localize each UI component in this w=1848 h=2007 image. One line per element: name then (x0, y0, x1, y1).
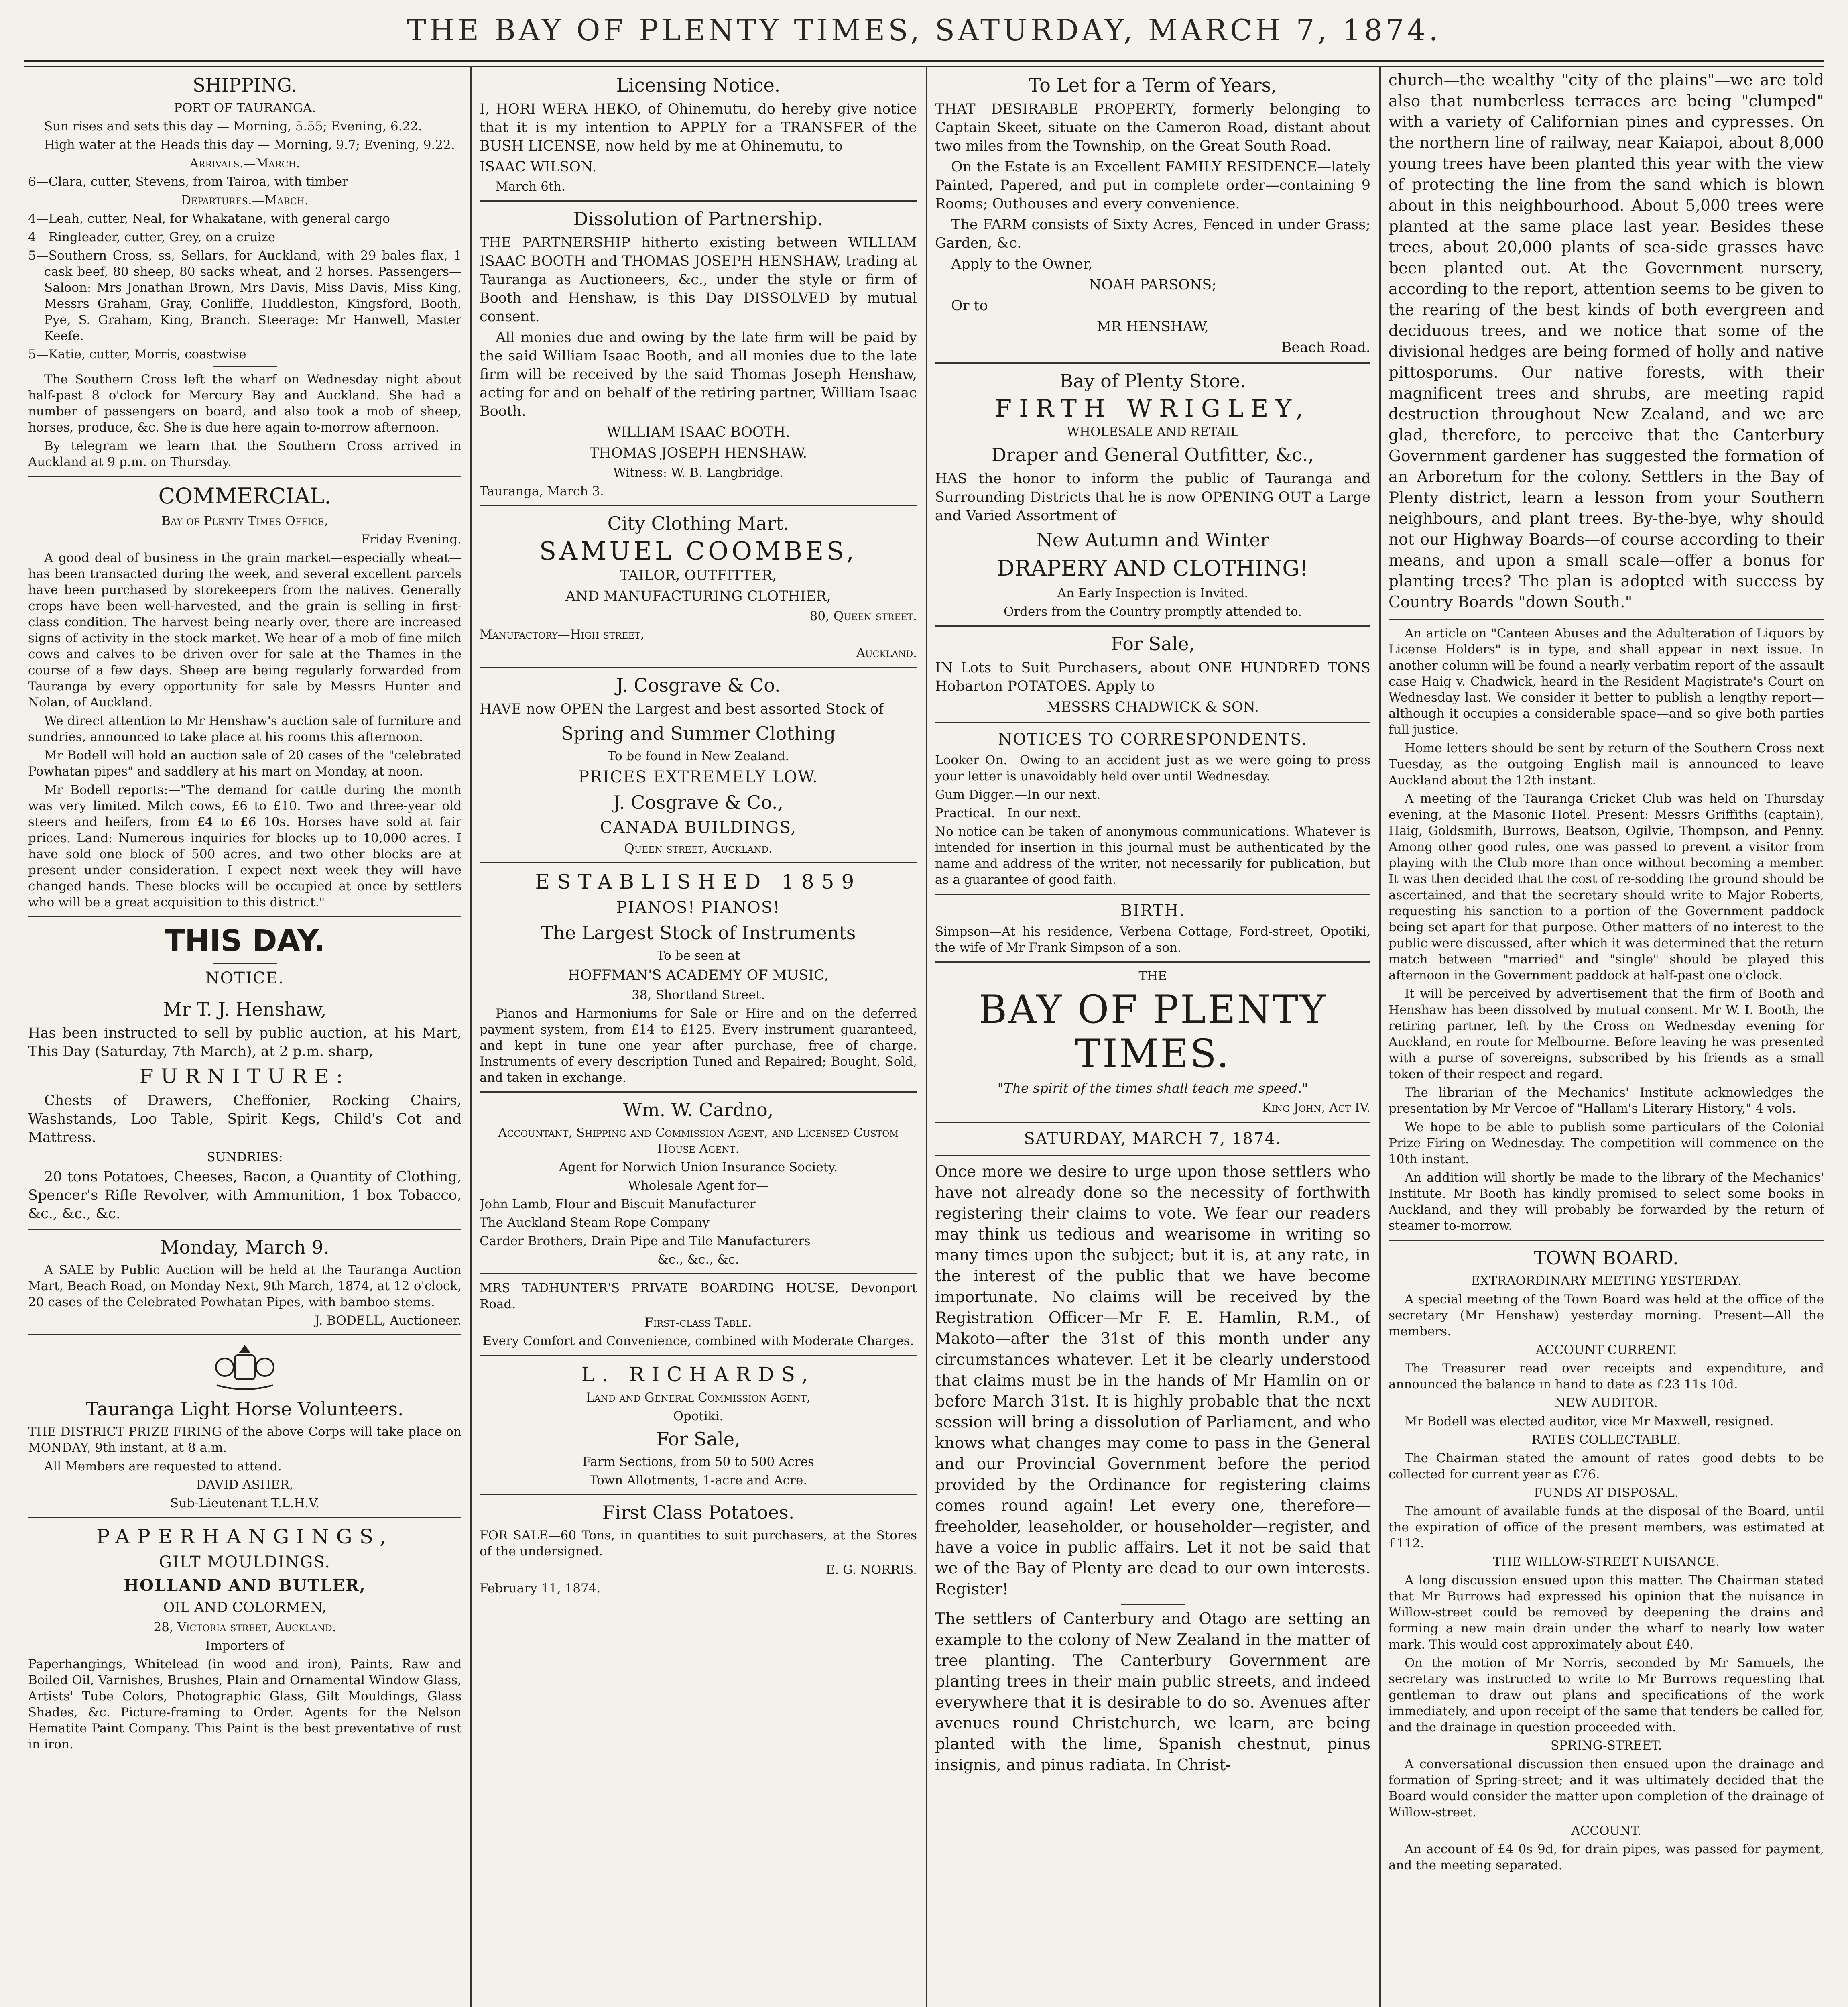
wrigley-orders: Orders from the Country promptly attended to. (1003, 605, 1302, 619)
commercial-paragraph: A good deal of business in the grain market—especially wheat—has been transacted during the week, and several excellent parcels have been purchased by storekeepers from the natives. Generally crops have been well-harvested, and the grain is selling in first-class condition. The harvest being nearly over, there are increased signs of activity in the stock market. We hear of a mob of fine milch cows and calves to be driven over for sale at the Thames in the course of a few days. Sheep are being regularly forwarded from Tauranga by every opportunity for sale by Messrs Hunter and Nolan, of Auckland. (28, 551, 461, 710)
wrigley-name: FIRTH WRIGLEY, (995, 395, 1311, 423)
coombes-trade: AND MANUFACTURING CLOTHIER, (565, 588, 831, 605)
academy-name: HOFFMAN'S ACADEMY OF MUSIC, (568, 967, 829, 983)
mouldings-heading: GILT MOULDINGS. (159, 1553, 331, 1571)
cosgrave-address: Queen street, Auckland. (624, 841, 773, 856)
section-rule (28, 476, 461, 477)
section-rule (1389, 619, 1824, 620)
paper-the: THE (1138, 969, 1167, 983)
column-rule (470, 66, 472, 2007)
coombes-factory: Manufactory—High street, (480, 627, 644, 642)
arrival-entry: 6—Clara, cutter, Stevens, from Tairoa, with timber (28, 175, 348, 189)
sundries-heading: SUNDRIES: (207, 1150, 283, 1164)
commercial-paragraph: We direct attention to Mr Henshaw's auction sale of furniture and sundries, announced to take place at his rooms this afternoon. (28, 714, 461, 744)
auction-text: Has been instructed to sell by public auction, at his Mart, This Day (Saturday, 7th March), at 2 p.m. sharp, (28, 1025, 461, 1060)
cosgrave-name: J. Cosgrave & Co., (613, 792, 784, 813)
commercial-office: Bay of Plenty Times Office, (161, 514, 328, 528)
divider (213, 366, 277, 367)
wrigley-desc: Draper and General Outfitter, &c., (991, 444, 1314, 466)
potatoes-date: February 11, 1874. (480, 1581, 601, 1596)
coombes-name: SAMUEL COOMBES, (539, 536, 858, 566)
firm-name: HOLLAND AND BUTLER, (124, 1576, 366, 1595)
sun-times: Sun rises and sets this day — Morning, 5.55; Evening, 6.22. (44, 119, 422, 134)
section-rule (480, 1273, 917, 1274)
townboard-subhead: NEW AUDITOR. (1555, 1396, 1658, 1410)
news-paragraph: The librarian of the Mechanics' Institute acknowledges the presentation by Mr Vercoe of "Hallam's Literary History," 4 vols. (1389, 1085, 1824, 1116)
coombes-city: Auckland. (856, 646, 917, 660)
potatoes-sign: E. G. NORRIS. (825, 1563, 917, 1577)
notice-item: Gum Digger.—In our next. (935, 788, 1101, 802)
cosgrave-heading: J. Cosgrave & Co. (616, 674, 781, 696)
section-rule (935, 961, 1370, 963)
licensing-heading: Licensing Notice. (616, 74, 781, 96)
townboard-subhead: SPRING-STREET. (1550, 1738, 1662, 1753)
tolet-text: On the Estate is an Excellent FAMILY RESIDENCE—lately Painted, Papered, and put in complete order—containing 9 Rooms; Outhouses and every convenience. (935, 159, 1370, 212)
volunteers-sign: DAVID ASHER, (196, 1478, 293, 1492)
column-2 (480, 70, 917, 2007)
section-rule (935, 722, 1370, 723)
pianos-text: Pianos and Harmoniums for Sale or Hire and on the deferred payment system, from £14 to £125. Every instrument guaranteed, and kept in tune one year after purchase, free of charge. Instruments of every description Tuned and Repaired; Bought, Sold, and taken in exchange. (480, 1006, 917, 1085)
wrigley-trade: WHOLESALE AND RETAIL (1067, 425, 1239, 439)
richards-town: Town Allotments, 1-acre and Acre. (589, 1473, 807, 1488)
townboard-paragraph: A conversational discussion then ensued upon the drainage and formation of Spring-street; and it was ultimately decided that the Board would consider the matter upon completion of the drainage of Willow-street. (1389, 1757, 1824, 1820)
dissolution-text: All monies due and owing by the late firm will be paid by the said William Isaac Booth, and all monies due to the late firm will be received by the said Thomas Joseph Henshaw, acting for and on behalf of the retiring partner, William Isaac Booth. (480, 330, 917, 419)
monday-text: A SALE by Public Auction will be held at the Tauranga Auction Mart, Beach Road, on Monday Next, 9th March, 1874, at 12 o'clock, 20 cases of the Celebrated Powhatan Pipes, with bamboo stems. (28, 1263, 461, 1309)
richards-farms: Farm Sections, from 50 to 500 Acres (582, 1455, 814, 1469)
richards-place: Opotiki. (673, 1409, 724, 1423)
section-rule (935, 894, 1370, 895)
column-4 (1389, 70, 1824, 2007)
monday-sign: J. BODELL, Auctioneer. (315, 1313, 461, 1328)
section-rule (480, 200, 917, 202)
townboard-paragraph: An account of £4 0s 9d, for drain pipes, was passed for payment, and the meeting separated. (1389, 1842, 1824, 1873)
tolet-owner: NOAH PARSONS; (1089, 277, 1217, 293)
townboard-sub: EXTRAORDINARY MEETING YESTERDAY. (1471, 1274, 1742, 1288)
port-heading: PORT OF TAURANGA. (174, 101, 316, 115)
forsale-heading: For Sale, (1110, 633, 1195, 655)
tadhunter-text: Every Comfort and Convenience, combined with Moderate Charges. (482, 1334, 914, 1348)
shipping-paragraph: By telegram we learn that the Southern Cross arrived in Auckland at 9 p.m. on Thursday. (28, 439, 461, 469)
masthead-rule (24, 60, 1824, 67)
news-paragraph: A meeting of the Tauranga Cricket Club was held on Thursday evening, at the Masonic Hotel. Present: Messrs Griffiths (captain), Haig, Goldsmith, Burrows, Beatson, Ogilvie, Thompson, and Penny. Among other good rules, one was passed to prevent a visitor from playing with the Club more than once without becoming a member. It was then decided that the cost of re-sodding the ground should be ascertained, and that the secretary should write to Major Roberts, requesting his sanction to a portion of the Government paddock being set apart for that purpose. Other matters of no interest to the public were discussed, after which it was determined that the return match between "married" and "single" should be played this afternoon in the Government paddock at half-past one o'clock. (1389, 792, 1824, 983)
forsale-sign: MESSRS CHADWICK & SON. (1046, 699, 1259, 715)
birth-text: Simpson—At his residence, Verbena Cottage, Ford-street, Opotiki, the wife of Mr Frank Simpson of a son. (935, 924, 1370, 955)
section-rule (28, 916, 461, 917)
cardno-item: The Auckland Steam Rope Company (480, 1215, 710, 1230)
wrigley-inspect: An Early Inspection is Invited. (1057, 586, 1248, 600)
tadhunter-heading: MRS TADHUNTER'S PRIVATE BOARDING HOUSE, Devonport Road. (480, 1281, 917, 1311)
dissolution-date: Tauranga, March 3. (480, 484, 604, 499)
section-rule (935, 1122, 1370, 1123)
section-rule (935, 362, 1370, 364)
townboard-paragraph: The Treasurer read over receipts and expenditure, and announced the balance in hand to date as £23 11s 10d. (1389, 1361, 1824, 1392)
dissolution-witness: Witness: W. B. Langbridge. (613, 466, 784, 480)
commercial-paragraph: Mr Bodell reports:—"The demand for cattle during the month was very limited. Milch cows, £6 to £10. Two and three-year old steers and heifers, from £4 to £6 10s. Horses have sold at fair prices. Land: Numerous inquiries for blocks up to 10,000 acres. I have sold one block of 500 acres, and two other blocks are at present under consideration. I expect next week they will have changed hands. These blocks will be occupied at once by settlers who will be a great acquisition to this district." (28, 783, 461, 910)
column-rule (1379, 66, 1381, 2007)
cosgrave-found: To be found in New Zealand. (607, 749, 789, 763)
forsale-text: IN Lots to Suit Purchasers, about ONE HUNDRED TONS Hobarton POTATOES. Apply to (935, 660, 1370, 694)
departure-entry: 4—Ringleader, cutter, Grey, on a cruize (28, 230, 276, 244)
section-rule (480, 862, 917, 863)
townboard-paragraph: A long discussion ensued upon this matter. The Chairman stated that Mr Burrows had expressed his opinion that the nuisance in Willow-street could be removed by deepening the drains and forming a new main drain under the wharf to nearly low water mark. This would cost approximately about £40. (1389, 1573, 1824, 1652)
shipping-heading: SHIPPING. (193, 74, 297, 96)
tolet-text: THAT DESIRABLE PROPERTY, formerly belonging to Captain Skeet, situate on the Cameron Road, distant about two miles from the Township, on the Great South Road. (935, 101, 1370, 154)
townboard-subhead: FUNDS AT DISPOSAL. (1534, 1486, 1679, 1500)
coombes-address: 80, Queen street. (809, 609, 917, 623)
tolet-text: The FARM consists of Sixty Acres, Fenced in under Grass; Garden, &c. (935, 217, 1370, 251)
tolet-agent: MR HENSHAW, (1096, 319, 1209, 335)
column-3 (935, 70, 1370, 2007)
birth-heading: BIRTH. (1120, 902, 1185, 920)
column-rule (926, 66, 927, 2007)
departure-entry: 5—Southern Cross, ss, Sellars, for Auckland, with 29 bales flax, 1 cask beef, 80 sheep, 80 sacks wheat, and 2 horses. Passengers—Saloon: Mrs Jonathan Brown, Mrs Davis, Miss Davis, Miss King, Messrs Graham, Gray, Conliffe, Huddleston, Kingsford, Booth, Pye, S. Graham, King, Branch. Steerage: Mr Hanwell, Master Keefe. (28, 248, 461, 343)
notice-item: No notice can be taken of anonymous communications. Whatever is intended for insertion in this journal must be authenticated by the name and address of the writer, not necessarily for publication, but as a guarantee of good faith. (935, 824, 1370, 887)
commercial-day: Friday Evening. (361, 532, 461, 547)
section-rule (480, 667, 917, 668)
tolet-road: Beach Road. (1281, 340, 1370, 356)
notices-heading: NOTICES TO CORRESPONDENTS. (998, 730, 1307, 749)
notice-item: Practical.—In our next. (935, 806, 1081, 820)
townboard-intro: A special meeting of the Town Board was held at the office of the secretary (Mr Henshaw) yesterday morning. Present—All the members. (1389, 1292, 1824, 1339)
tolet-heading: To Let for a Term of Years, (1029, 74, 1277, 96)
high-water: High water at the Heads this day — Morning, 9.7; Evening, 9.22. (44, 138, 455, 152)
news-paragraph: An addition will shortly be made to the library of the Mechanics' Institute. Mr Booth has kindly promised to select some books in Auckland, and they will probably be forwarded by the return of steamer to-morrow. (1389, 1170, 1824, 1233)
potatoes-heading: First Class Potatoes. (602, 1502, 795, 1523)
firm-trade: OIL AND COLORMEN, (163, 1600, 327, 1616)
section-rule (480, 505, 917, 506)
richards-forsale: For Sale, (656, 1428, 740, 1450)
cardno-etc: &c., &c., &c. (657, 1252, 739, 1267)
academy-address: 38, Shortland Street. (632, 988, 765, 1002)
paperhangings-heading: PAPERHANGINGS, (96, 1525, 394, 1548)
commercial-paragraph: Mr Bodell will hold an auction sale of 20 cases of the "celebrated Powhatan pipes" and saddlery at his mart on Monday, at noon. (28, 748, 461, 779)
tolet-apply: Apply to the Owner, (951, 256, 1093, 272)
wrigley-new: New Autumn and Winter (1036, 529, 1269, 551)
furniture-items: Chests of Drawers, Cheffonier, Rocking Chairs, Washstands, Loo Table, Spirit Kegs, Child's Cot and Mattress. (28, 1093, 461, 1146)
motto-attribution: King John, Act IV. (1262, 1101, 1370, 1115)
seen-at: To be seen at (656, 949, 740, 963)
section-rule (935, 1155, 1370, 1156)
section-rule (480, 1091, 917, 1093)
divider (1121, 1604, 1185, 1605)
licensing-text: I, HORI WERA HEKO, of Ohinemutu, do hereby give notice that it is my intention to APPLY for a TRANSFER of the BUSH LICENSE, now held by me at Ohinemutu, to (480, 101, 917, 154)
townboard-paragraph: The amount of available funds at the disposal of the Board, until the expiration of office of the present members, was estimated at £112. (1389, 1504, 1824, 1551)
section-rule (935, 625, 1370, 627)
departures-heading: Departures.—March. (181, 193, 309, 208)
tadhunter-table: First-class Table. (644, 1315, 752, 1330)
townboard-heading: TOWN BOARD. (1534, 1247, 1679, 1269)
auctioneer-name: Mr T. J. Henshaw, (163, 998, 327, 1020)
cardno-agent: Agent for Norwich Union Insurance Society. (559, 1160, 838, 1174)
cosgrave-prices: PRICES EXTREMELY LOW. (578, 768, 818, 786)
cosgrave-stock: Spring and Summer Clothing (561, 723, 836, 744)
paper-title: BAY OF PLENTY TIMES. (978, 987, 1327, 1076)
instruments-heading: The Largest Stock of Instruments (541, 922, 856, 944)
section-rule (28, 1334, 461, 1335)
importers-label: Importers of (205, 1639, 285, 1653)
cardno-item: John Lamb, Flour and Biscuit Manufacturer (480, 1197, 756, 1211)
section-rule (28, 1229, 461, 1230)
news-paragraph: We hope to be able to publish some particulars of the Colonial Prize Firing on Wednesday. The competition will commence on the 10th instant. (1389, 1120, 1824, 1166)
news-paragraph: It will be perceived by advertisement that the firm of Booth and Henshaw has been dissolved by mutual consent. Mr W. I. Booth, the retiring partner, left by the Cross on Wednesday evening for Auckland, en route for Melbourne. Before leaving he was presented with a purse of sovereigns, subscribed by his friends as a small token of their respect and regard. (1389, 987, 1824, 1081)
townboard-subhead: THE WILLOW-STREET NUISANCE. (1493, 1555, 1720, 1569)
notice-item: Looker On.—Owing to an accident just as we were going to press your letter is unavoidably held over until Wednesday. (935, 753, 1370, 784)
news-paragraph: An article on "Canteen Abuses and the Adulteration of Liquors by License Holders" is in type, and shall appear in next issue. In another column will be found a nearly verbatim report of the assault case Haig v. Chadwick, heard in the Resident Magistrate's Court on Wednesday last. We consider it better to publish a lengthy report—although it occupies a considerable space—and so give both parties full justice. (1389, 626, 1824, 737)
section-rule (480, 1355, 917, 1356)
clothing-heading: City Clothing Mart. (607, 513, 789, 534)
volunteers-rank: Sub-Lieutenant T.L.H.V. (170, 1496, 319, 1510)
shipping-paragraph: The Southern Cross left the wharf on Wednesday night about half-past 8 o'clock for Mercury Bay and Auckland. She had a number of passengers on board, and also took a mob of sheep, horses, produce, &c. She is due here again to-morrow afternoon. (28, 372, 461, 435)
dissolution-heading: Dissolution of Partnership. (573, 208, 823, 230)
this-day-heading: THIS DAY. (164, 924, 325, 958)
potatoes-text: FOR SALE—60 Tons, in quantities to suit purchasers, at the Stores of the undersigned. (480, 1528, 917, 1559)
section-rule (28, 1517, 461, 1518)
store-heading: Bay of Plenty Store. (1059, 370, 1246, 392)
volunteers-text: THE DISTRICT PRIZE FIRING of the above Corps will take place on MONDAY, 9th instant, at 8 a.m. (28, 1425, 461, 1455)
dissolution-sign: THOMAS JOSEPH HENSHAW. (589, 445, 807, 461)
commercial-heading: COMMERCIAL. (158, 483, 331, 509)
section-rule (1389, 1240, 1824, 1241)
townboard-paragraph: Mr Bodell was elected auditor, vice Mr Maxwell, resigned. (1405, 1414, 1774, 1429)
editorial-date: SATURDAY, MARCH 7, 1874. (1024, 1130, 1282, 1148)
paper-text: Paperhangings, Whitelead (in wood and iron), Paints, Raw and Boiled Oil, Varnishes, Brushes, Plain and Ornamental Window Glass, Artists' Tube Colors, Photographic Glass, Gilt Mouldings, Glass Shades, &c. Picture-framing to Order. Agents for the Nelson Hematite Paint Company. This Paint is the best preventative of rust in iron. (28, 1657, 461, 1752)
pianos-heading: PIANOS! PIANOS! (616, 898, 781, 917)
furniture-heading: FURNITURE: (139, 1065, 350, 1088)
monday-heading: Monday, March 9. (160, 1236, 329, 1258)
dissolution-text: THE PARTNERSHIP hitherto existing between WILLIAM ISAAC BOOTH and THOMAS JOSEPH HENSHAW, trading at Tauranga as Auctioneers, &c., under the style or firm of Booth and Henshaw, is this Day DISSOLVED by mutual consent. (480, 235, 917, 325)
volunteers-heading: Tauranga Light Horse Volunteers. (86, 1398, 404, 1420)
cosgrave-building: CANADA BUILDINGS, (600, 818, 797, 837)
editorial-paragraph: Once more we desire to urge upon those settlers who have not already done so the necessity of forthwith registering their claims to vote. We fear our readers may think us tedious and wearisome in writing so many times upon the subject; but it is, at any rate, in the interest of the public that we have become importunate. No claims will be received by the Registration Officer—Mr F. E. Hamlin, R.M., of Makoto—after the 31st of this month under any circumstances whatever. Let it be clearly understood that claims must be in the hands of Mr Hamlin on or before March 31st. It is highly probable that the next session will bring a dissolution of Parliament, and who knows what changes may come to pass in the General and our Provincial Government before the period provided by the Ordinance for registering claims comes round again! Let every one, therefore—freeholder, leaseholder, or householder—register, and have a voice in public affairs. Let it not be said that we of the Bay of Plenty are dead to our own interests. Register! (935, 1163, 1370, 1598)
licensing-name: ISAAC WILSON. (480, 159, 597, 175)
news-paragraph: Home letters should be sent by return of the Southern Cross next Tuesday, as the outgoing English mail is announced to leave Auckland about the 12th instant. (1389, 741, 1824, 788)
townboard-paragraph: On the motion of Mr Norris, seconded by Mr Samuels, the secretary was instructed to write to Mr Burrows requesting that gentleman to draw out plans and specifications of the work immediately, and upon receipt of the same that tenders be called for, and the drainage in question proceeded with. (1389, 1656, 1824, 1734)
notice-heading: NOTICE. (205, 969, 285, 987)
townboard-subhead: ACCOUNT. (1571, 1824, 1641, 1838)
masthead: THE BAY OF PLENTY TIMES, SATURDAY, MARCH 7, 1874. (407, 13, 1441, 47)
townboard-subhead: ACCOUNT CURRENT. (1535, 1343, 1677, 1357)
royal-crest-icon (209, 1341, 281, 1393)
editorial-continuation: church—the wealthy "city of the plains"—we are told also that numberless terraces are being "clumped" with a variety of Californian pines and cypresses. On the northern line of railway, near Kaiapoi, about 8,000 young trees have been planted this year with the view of protecting the line from the sand which is blown about in this neighbourhood. About 5,000 trees were planted at the same place last year. Besides these trees, about 20,000 plants of sea-side grasses have been planted out. At the Government nursery, according to the report, attention seems to be given to the rearing of the best kinds of both evergreen and deciduous trees, and we notice that some of the divisional hedges are being formed of holly and native pittosporums. Our native forests, with their magnificent trees and shrubs, are meeting rapid destruction throughout New Zealand, and we are glad, therefore, to perceive that the Canterbury Government gardener has suggested the formation of an Arboretum for the colony. Settlers in the Bay of Plenty district, learn a lesson from your Southern neighbours, and plant trees. By-the-bye, why should not our Highway Boards—of course according to their means, and upon a small scale—offer a bonus for planting trees? The plan is adopted with success by Country Boards "down South." (1389, 71, 1824, 611)
sundries-items: 20 tons Potatoes, Cheeses, Bacon, a Quantity of Clothing, Spencer's Rifle Revolver, with Ammunition, 1 box Tobacco, &c., &c., &c. (28, 1169, 461, 1222)
paper-motto: "The spirit of the times shall teach me speed." (997, 1080, 1308, 1096)
arrivals-heading: Arrivals.—March. (189, 156, 300, 171)
cardno-item: Carder Brothers, Drain Pipe and Tile Manufacturers (480, 1234, 811, 1248)
townboard-paragraph: The Chairman stated the amount of rates—good debts—to be collected for current year as £76. (1389, 1451, 1824, 1482)
firm-address: 28, Victoria street, Auckland. (153, 1620, 336, 1635)
cardno-heading: Wm. W. Cardno, (623, 1099, 774, 1121)
established-heading: ESTABLISHED 1859 (535, 870, 862, 894)
cosgrave-text: HAVE now OPEN the Largest and best assorted Stock of (480, 701, 884, 717)
tolet-orto: Or to (951, 298, 988, 314)
licensing-date: March 6th. (496, 179, 566, 194)
editorial-paragraph: The settlers of Canterbury and Otago are setting an example to the colony of New Zealand in the matter of tree planting. The Canterbury Government are planting trees in their main public streets, and indeed everywhere that it is desirable to do so. Avenues after avenues round Christchurch, we learn, are being planted with the lime, Spanish chestnut, pinus insignis, and pinus radiata. In Christ- (935, 1610, 1370, 1774)
wrigley-drapery: DRAPERY AND CLOTHING! (997, 556, 1309, 581)
cardno-wholesale: Wholesale Agent for— (628, 1179, 769, 1193)
departure-entry: 4—Leah, cutter, Neal, for Whakatane, with general cargo (28, 212, 390, 226)
departure-entry: 5—Katie, cutter, Morris, coastwise (28, 347, 246, 362)
coombes-trade: TAILOR, OUTFITTER, (620, 568, 777, 584)
dissolution-sign: WILLIAM ISAAC BOOTH. (606, 424, 790, 440)
cardno-desc: Accountant, Shipping and Commission Agent, and Licensed Custom House Agent. (498, 1126, 899, 1156)
wrigley-text: HAS the honor to inform the public of Tauranga and Surrounding Districts that he is now OPENING OUT a Large and Varied Assortment of (935, 471, 1370, 524)
volunteers-text: All Members are requested to attend. (44, 1459, 282, 1474)
townboard-subhead: RATES COLLECTABLE. (1531, 1433, 1681, 1447)
divider (213, 963, 277, 964)
column-1 (28, 70, 461, 2007)
richards-desc: Land and General Commission Agent, (586, 1390, 811, 1405)
section-rule (480, 1494, 917, 1495)
richards-heading: L. RICHARDS, (581, 1363, 815, 1386)
